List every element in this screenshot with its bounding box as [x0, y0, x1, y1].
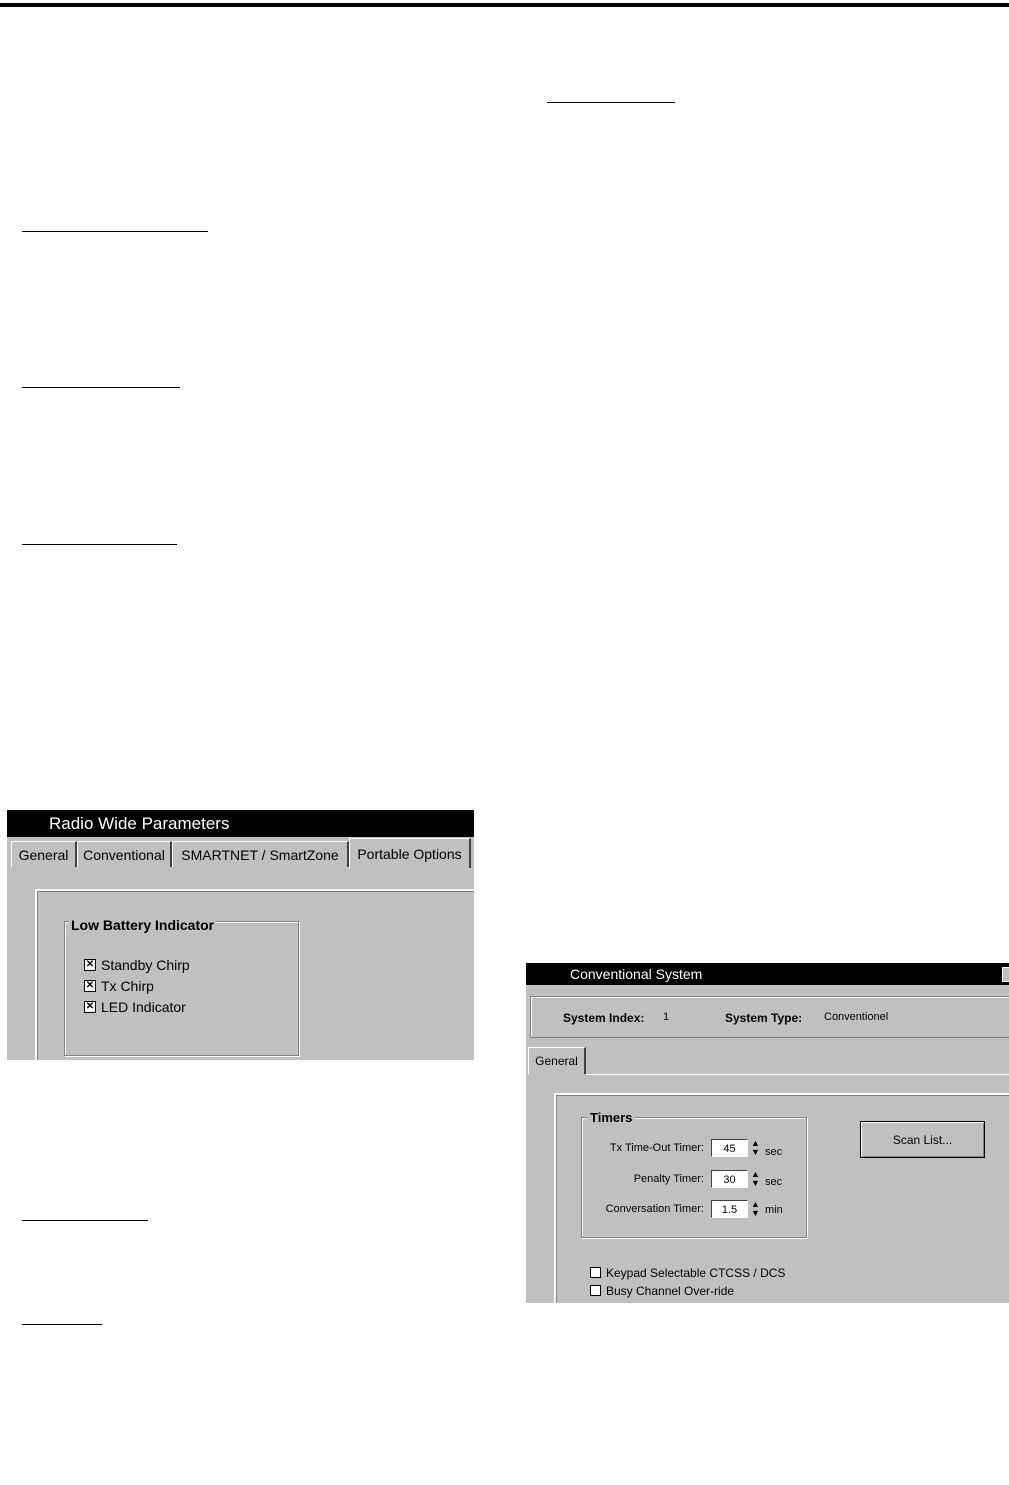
conversation-timer-input[interactable]: 1.5	[711, 1200, 748, 1218]
heading-underline	[547, 102, 675, 103]
checkbox-label: Keypad Selectable CTCSS / DCS	[606, 1266, 786, 1280]
system-index-value: 1	[663, 1011, 670, 1023]
spin-arrows-icon[interactable]: ▲ ▼	[751, 1169, 760, 1188]
tx-chirp-checkbox[interactable]	[84, 977, 154, 995]
tab-conventional[interactable]: Conventional	[77, 841, 172, 867]
penalty-timer-input[interactable]: 30	[711, 1170, 748, 1188]
busy-channel-override-checkbox[interactable]	[590, 1284, 734, 1298]
tab-strip	[7, 838, 474, 868]
heading-underline	[22, 231, 208, 232]
checkbox-checked-icon: ✕	[85, 980, 95, 992]
keypad-selectable-ctcss-dcs-checkbox[interactable]	[590, 1266, 785, 1280]
penalty-timer-label: Penalty Timer:	[633, 1173, 704, 1185]
group-label: Timers	[587, 1110, 635, 1125]
tab-smartnet-smartzone[interactable]: SMARTNET / SmartZone	[172, 841, 349, 867]
title-bar	[526, 963, 1009, 985]
checkbox-checked-icon: ✕	[85, 1001, 95, 1013]
checkbox-label: Standby Chirp	[101, 957, 190, 973]
checkbox-label: Busy Channel Over-ride	[606, 1284, 735, 1298]
system-info-bar	[530, 996, 1009, 1038]
checkbox-label: LED Indicator	[101, 999, 186, 1015]
heading-underline	[22, 544, 177, 545]
window-title: Conventional System	[570, 966, 703, 982]
tx-time-out-timer-input[interactable]: 45	[711, 1139, 748, 1157]
tab-general[interactable]: General	[11, 841, 77, 867]
spin-arrows-icon[interactable]: ▲ ▼	[751, 1199, 760, 1218]
unit-label: sec	[765, 1176, 783, 1188]
checkbox-unchecked-icon	[590, 1285, 601, 1296]
group-label: Low Battery Indicator	[71, 917, 215, 933]
window-title: Radio Wide Parameters	[49, 814, 230, 833]
heading-underline	[22, 1324, 102, 1325]
checkbox-checked-icon: ✕	[85, 959, 95, 971]
title-bar	[7, 810, 474, 837]
heading-underline	[22, 387, 180, 388]
conventional-system-window	[526, 963, 1009, 1303]
unit-label: sec	[765, 1146, 783, 1158]
tab-portable-options[interactable]: Portable Options	[349, 838, 471, 868]
radio-wide-parameters-window	[7, 810, 474, 1060]
led-indicator-checkbox[interactable]	[84, 998, 186, 1016]
tx-time-out-timer-label: Tx Time-Out Timer:	[609, 1142, 704, 1154]
checkbox-label: Tx Chirp	[101, 978, 154, 994]
tab-general[interactable]: General	[528, 1047, 586, 1074]
system-type-label: System Type:	[725, 1011, 803, 1025]
checkbox-unchecked-icon	[590, 1267, 601, 1278]
system-index-label: System Index:	[563, 1011, 645, 1025]
spin-arrows-icon[interactable]: ▲ ▼	[751, 1138, 760, 1157]
system-type-value: Conventionel	[824, 1011, 889, 1023]
scan-list-button[interactable]: Scan List...	[860, 1121, 985, 1158]
tab-divider	[586, 1074, 1009, 1075]
close-icon[interactable]	[1002, 967, 1009, 982]
standby-chirp-checkbox[interactable]	[84, 956, 190, 974]
top-rule	[0, 3, 1009, 7]
heading-underline	[22, 1220, 148, 1221]
conversation-timer-label: Conversation Timer:	[605, 1203, 704, 1215]
unit-label: min	[765, 1204, 783, 1216]
